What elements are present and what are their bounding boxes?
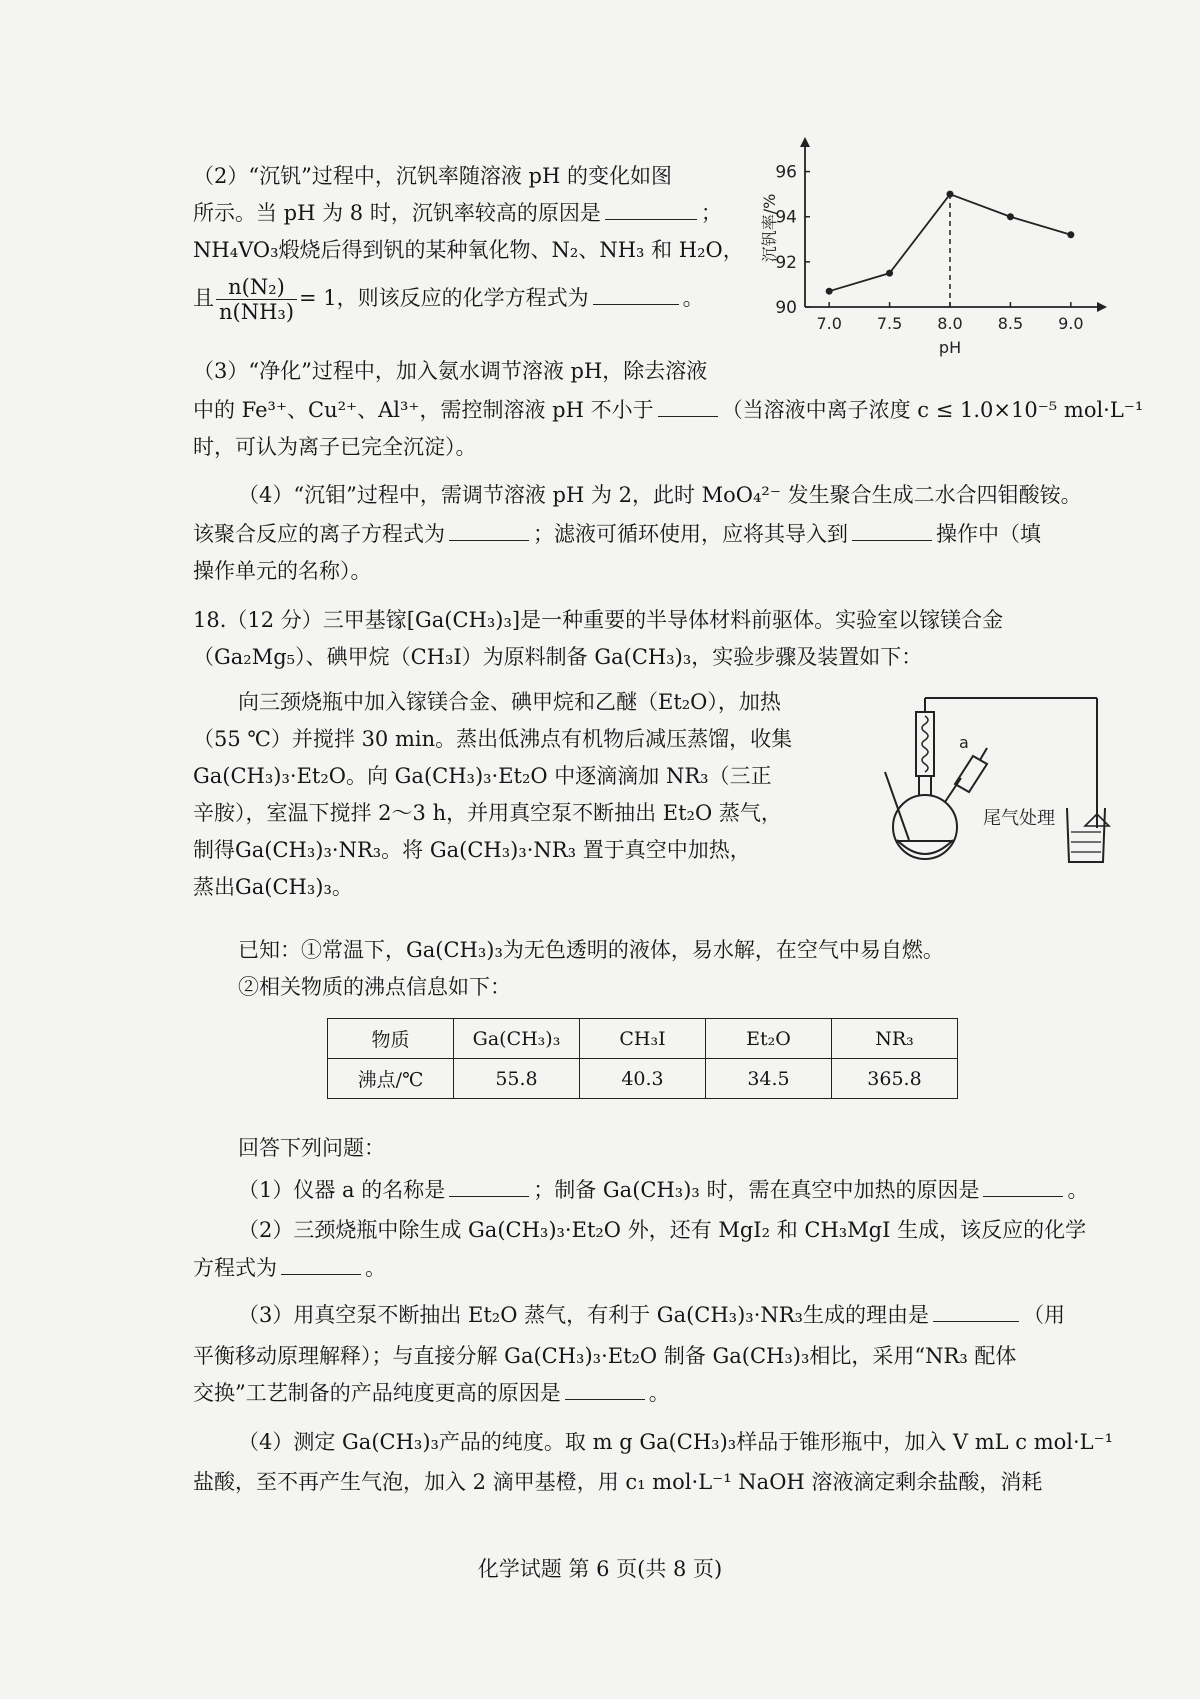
x-axis-label: pH	[938, 338, 962, 357]
answer-blank	[852, 521, 932, 541]
q17-p3-line3: 时，可认为离子已完全沉淀）。	[193, 435, 477, 459]
q18-a2	[238, 1212, 1086, 1249]
q18-header	[193, 602, 1003, 676]
y-tick-label: 96	[775, 162, 797, 183]
ratio-fraction: $\frac{\text{n(N₂)}}{\text{n(NH₃)}}$	[216, 275, 297, 324]
table-cell: 沸点/℃	[328, 1059, 454, 1099]
table-row	[328, 1059, 958, 1099]
answer-blank	[449, 1177, 529, 1197]
data-point	[1007, 213, 1014, 220]
y-tick-label: 94	[775, 207, 797, 228]
x-tick-label: 8.0	[937, 314, 963, 333]
q17-p2-line1: （2）“沉钒”过程中，沉钒率随溶液 pH 的变化如图	[193, 164, 672, 188]
q18-a4	[238, 1424, 1113, 1461]
q17-p4-line3: 操作单元的名称）。	[193, 559, 372, 583]
q17-p3-line1: （3）“净化”过程中，加入氨水调节溶液 pH，除去溶液	[193, 359, 708, 383]
thermometer	[885, 772, 909, 840]
data-point	[1067, 231, 1074, 238]
q18-steps	[193, 684, 792, 906]
table-cell: 365.8	[832, 1059, 958, 1099]
answer-blank	[605, 200, 697, 220]
table-row	[328, 1019, 958, 1059]
q17-part3	[193, 353, 707, 390]
answer-blank	[449, 521, 529, 541]
label-a: a	[959, 733, 969, 752]
table-header-cell: 物质	[328, 1019, 454, 1059]
q17-part2: （2）“沉钒”过程中，沉钒率随溶液 pH 的变化如图 所示。当 pH 为 8 时，沉钒率较高的原因是 ； NH₄VO₃煅烧后得到钒的某种氧化物、N₂、NH₃ 和 H₂O， 且 $\frac{\text{n(N₂)}}{\text{n(NH₃)}}$ = 1，则该反应的化学方程式为 。	[193, 158, 744, 324]
answer-intro: 回答下列问题：	[238, 1136, 385, 1160]
table-cell: 34.5	[706, 1059, 832, 1099]
step-line: 向三颈烧瓶中加入镓镁合金、碘甲烷和乙醚（Et₂O），加热	[238, 690, 781, 714]
table-cell: 40.3	[580, 1059, 706, 1099]
q18-a4-cont	[193, 1464, 1042, 1501]
precipitation-rate-chart	[760, 135, 1105, 360]
q17-p2-line2: 所示。当 pH 为 8 时，沉钒率较高的原因是	[193, 201, 601, 225]
table-header-cell: Ga(CH₃)₃	[454, 1019, 580, 1059]
q18-a2-line1: （2）三颈烧瓶中除生成 Ga(CH₃)₃·Et₂O 外，还有 MgI₂ 和 CH₃MgI 生成，该反应的化学	[238, 1218, 1087, 1242]
q18-a2-cont: 方程式为 。	[193, 1256, 386, 1280]
x-tick-label: 7.0	[816, 314, 842, 333]
answer-blank	[933, 1302, 1019, 1322]
y-tick-label: 92	[775, 252, 797, 273]
q18-head-line2: （Ga₂Mg₅）、碘甲烷（CH₃I）为原料制备 Ga(CH₃)₃，实验步骤及装置如下：	[193, 645, 923, 669]
table-header-cell: NR₃	[832, 1019, 958, 1059]
q18-head-line1: 18.（12 分）三甲基镓[Ga(CH₃)₃]是一种重要的半导体材料前驱体。实验室以镓镁合金	[193, 608, 1004, 632]
data-point	[826, 288, 833, 295]
apparatus-diagram	[875, 690, 1105, 890]
y-axis-label: 沉钒率/%	[760, 193, 779, 263]
table-header-cell: Et₂O	[706, 1019, 832, 1059]
answer-blank	[983, 1177, 1063, 1197]
data-point	[886, 270, 893, 277]
answer-blank	[593, 285, 679, 305]
x-axis-arrow	[1097, 302, 1107, 312]
q18-a4-line1: （4）测定 Ga(CH₃)₃产品的纯度。取 m g Ga(CH₃)₃样品于锥形瓶中，加入 V mL c mol·L⁻¹	[238, 1430, 1114, 1454]
y-tick-label: 90	[775, 298, 797, 318]
known-2: ②相关物质的沸点信息如下：	[238, 975, 511, 999]
x-tick-label: 9.0	[1058, 314, 1084, 333]
table-header-cell: CH₃I	[580, 1019, 706, 1059]
step-line: 制得Ga(CH₃)₃·NR₃。将 Ga(CH₃)₃·NR₃ 置于真空中加热，	[193, 838, 751, 862]
data-point	[947, 191, 954, 198]
known-1: 已知：①常温下，Ga(CH₃)₃为无色透明的液体，易水解，在空气中易自燃。	[238, 938, 944, 962]
q17-p4-line1: （4）“沉钼”过程中，需调节溶液 pH 为 2，此时 MoO₄²⁻ 发生聚合生成二水合四钼酸铵。	[238, 483, 1082, 507]
x-tick-label: 8.5	[997, 314, 1024, 333]
answer-blank	[565, 1380, 645, 1400]
table-cell: 55.8	[454, 1059, 580, 1099]
answer-blank	[281, 1255, 361, 1275]
q18-a3-cont: 平衡移动原理解释）；与直接分解 Ga(CH₃)₃·Et₂O 制备 Ga(CH₃)₃相比，采用“NR₃ 配体 交换”工艺制备的产品纯度更高的原因是 。	[193, 1338, 1016, 1412]
q18-a3-line2: 平衡移动原理解释）；与直接分解 Ga(CH₃)₃·Et₂O 制备 Ga(CH₃)₃相比，采用“NR₃ 配体	[193, 1344, 1017, 1368]
three-neck-flask	[893, 795, 957, 859]
q17-part4	[238, 477, 1082, 514]
tail-gas-label: 尾气处理	[983, 808, 1055, 829]
step-line: 辛胺），室温下搅拌 2～3 h，并用真空泵不断抽出 Et₂O 蒸气，	[193, 801, 782, 825]
y-axis-arrow	[800, 137, 810, 147]
step-line: （55 ℃）并搅拌 30 min。蒸出低沸点有机物后减压蒸馏，收集	[193, 727, 793, 751]
step-line: 蒸出Ga(CH₃)₃。	[193, 875, 353, 899]
q17-part3-cont: 中的 Fe³⁺、Cu²⁺、Al³⁺，需控制溶液 pH 不小于 （当溶液中离子浓度 c ≤ 1.0×10⁻⁵ mol·L⁻¹ 时，可认为离子已完全沉淀）。	[193, 392, 1143, 466]
known-info	[238, 932, 944, 1006]
q17-p2-line3: NH₄VO₃煅烧后得到钒的某种氧化物、N₂、NH₃ 和 H₂O，	[193, 238, 744, 262]
condenser-coil	[922, 716, 928, 772]
answer-blank	[658, 397, 718, 417]
boiling-point-table	[327, 1018, 958, 1099]
condenser	[916, 712, 934, 776]
page-footer: 化学试题 第 6 页(共 8 页)	[477, 1557, 723, 1581]
q18-a3: （3）用真空泵不断抽出 Et₂O 蒸气，有利于 Ga(CH₃)₃·NR₃生成的理由是 （用	[238, 1303, 1065, 1327]
step-line: Ga(CH₃)₃·Et₂O。向 Ga(CH₃)₃·Et₂O 中逐滴滴加 NR₃（三正	[193, 764, 772, 788]
q18-a4-line2: 盐酸，至不再产生气泡，加入 2 滴甲基橙，用 c₁ mol·L⁻¹ NaOH 溶液滴定剩余盐酸，消耗	[193, 1470, 1043, 1494]
x-tick-label: 7.5	[876, 314, 903, 333]
q18-a1: （1）仪器 a 的名称是 ；制备 Ga(CH₃)₃ 时，需在真空中加热的原因是 。	[238, 1178, 1089, 1202]
q17-part4-cont: 该聚合反应的离子方程式为 ；滤液可循环使用，应将其导入到 操作中（填 操作单元的名称）。	[193, 516, 1041, 590]
dropping-funnel-a	[955, 756, 987, 792]
